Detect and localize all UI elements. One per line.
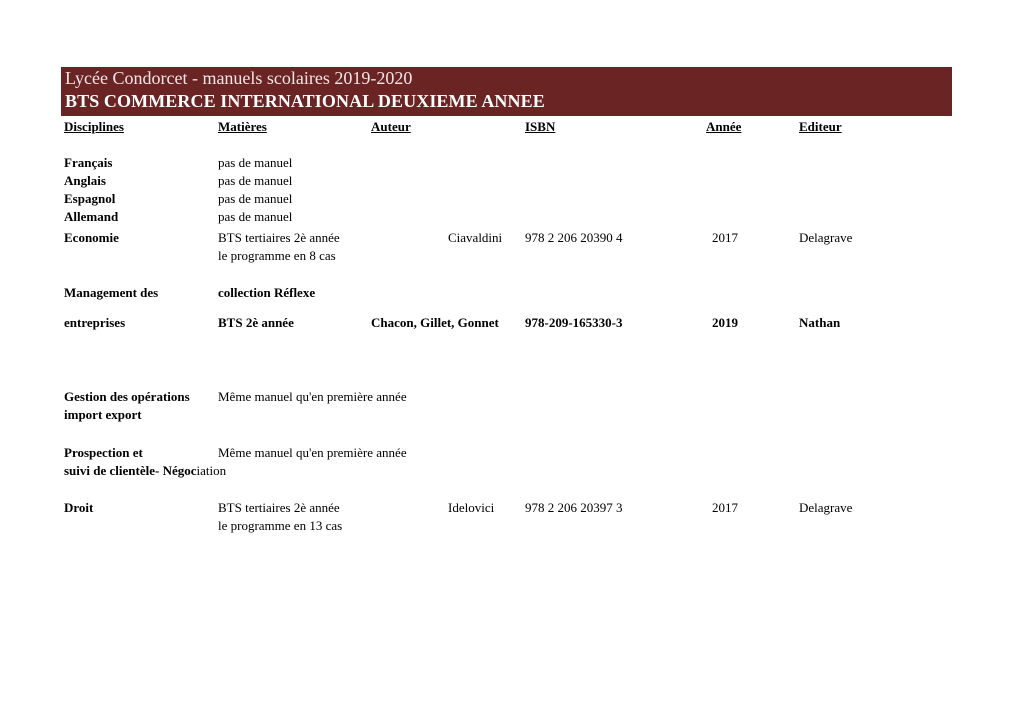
matiere-droit-line1: BTS tertiaires 2è année	[218, 500, 340, 515]
header-disciplines: Disciplines	[64, 119, 124, 134]
document-title: Lycée Condorcet - manuels scolaires 2019-2020	[65, 68, 413, 88]
discipline-gestion-line2: import export	[64, 407, 142, 422]
discipline-gestion-line1: Gestion des opérations	[64, 389, 190, 404]
auteur-droit: Idelovici	[448, 500, 495, 515]
matiere-economie-line2: le programme en 8 cas	[218, 248, 336, 263]
auteur-economie: Ciavaldini	[448, 230, 503, 245]
annee-management: 2019	[712, 315, 738, 330]
discipline-economie: Economie	[64, 230, 119, 245]
matiere-management-line2: BTS 2è année	[218, 315, 294, 330]
matiere-francais: pas de manuel	[218, 155, 293, 170]
discipline-management-line1: Management des	[64, 285, 159, 300]
matiere-droit-line2: le programme en 13 cas	[218, 518, 343, 533]
annee-economie: 2017	[712, 230, 738, 245]
matiere-allemand: pas de manuel	[218, 209, 293, 224]
isbn-management: 978-209-165330-3	[525, 315, 623, 330]
matiere-gestion: Même manuel qu'en première année	[218, 389, 407, 404]
matiere-economie-line1: BTS tertiaires 2è année	[218, 230, 340, 245]
discipline-francais: Français	[64, 155, 113, 170]
auteur-management: Chacon, Gillet, Gonnet	[371, 315, 499, 330]
matiere-management-line1: collection Réflexe	[218, 285, 316, 300]
discipline-espagnol: Espagnol	[64, 191, 116, 206]
editeur-management: Nathan	[799, 315, 841, 330]
matiere-anglais: pas de manuel	[218, 173, 293, 188]
matiere-prospection: Même manuel qu'en première année	[218, 445, 407, 460]
editeur-droit: Delagrave	[799, 500, 853, 515]
matiere-espagnol: pas de manuel	[218, 191, 293, 206]
isbn-droit: 978 2 206 20397 3	[525, 500, 623, 515]
document-subtitle: BTS COMMERCE INTERNATIONAL DEUXIEME ANNEE	[65, 91, 545, 111]
header-auteur: Auteur	[371, 119, 411, 134]
discipline-prospection-line2-bold: suivi de clientèle- Négoc	[64, 463, 197, 478]
header-matieres: Matières	[218, 119, 267, 134]
header-isbn: ISBN	[525, 119, 556, 134]
annee-droit: 2017	[712, 500, 738, 515]
title-banner	[61, 67, 952, 116]
discipline-anglais: Anglais	[64, 173, 106, 188]
discipline-allemand: Allemand	[64, 209, 119, 224]
header-editeur: Editeur	[799, 119, 842, 134]
discipline-management-line2: entreprises	[64, 315, 126, 330]
discipline-prospection-line2-overflow: iation	[196, 463, 227, 478]
discipline-prospection-line1: Prospection et	[64, 445, 143, 460]
isbn-economie: 978 2 206 20390 4	[525, 230, 623, 245]
header-annee: Année	[706, 119, 742, 134]
editeur-economie: Delagrave	[799, 230, 853, 245]
discipline-droit: Droit	[64, 500, 94, 515]
discipline-prospection-line2	[64, 462, 226, 480]
